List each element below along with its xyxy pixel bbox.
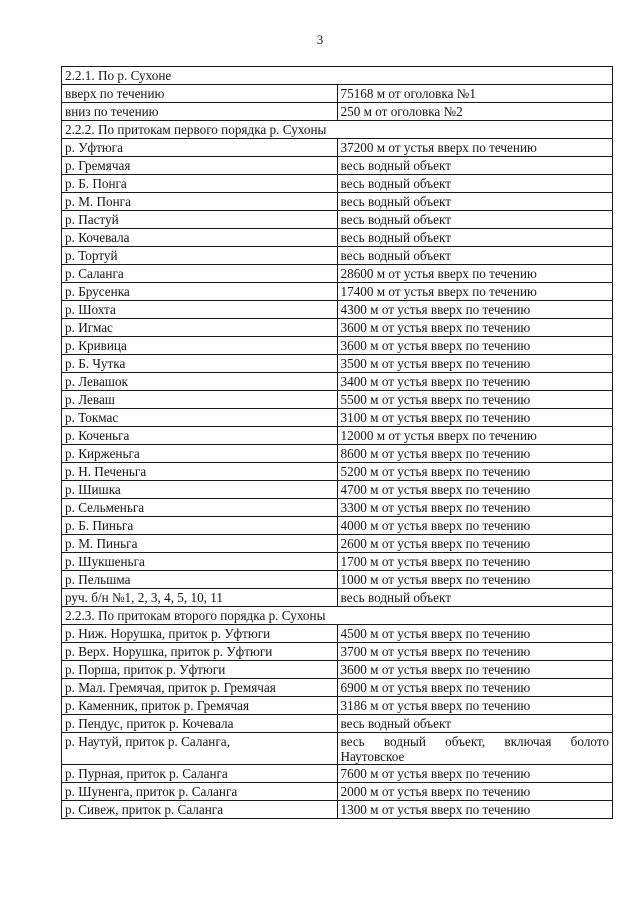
table-row: [62, 445, 613, 463]
water-object-name: р. Порша, приток р. Уфтюги: [62, 661, 338, 679]
water-object-extent: 1000 м от устья вверх по течению: [337, 571, 613, 589]
table-row: [62, 175, 613, 193]
water-object-extent: 4300 м от устья вверх по течению: [337, 301, 613, 319]
water-object-name: р. Тортуй: [62, 247, 338, 265]
table-row: [62, 801, 613, 819]
water-object-name: р. Брусенка: [62, 283, 338, 301]
page-number: 3: [316, 32, 324, 47]
water-object-extent: 7600 м от устья вверх по течению: [337, 765, 613, 783]
water-object-name: р. Сивеж, приток р. Саланга: [62, 801, 338, 819]
table-row: [62, 715, 613, 733]
table-row: [62, 481, 613, 499]
section-header-row: [62, 121, 613, 139]
water-object-name: р. Каменник, приток р. Гремячая: [62, 697, 338, 715]
water-object-extent: 3400 м от устья вверх по течению: [337, 373, 613, 391]
water-object-name: р. Левашок: [62, 373, 338, 391]
water-object-extent: 4500 м от устья вверх по течению: [337, 625, 613, 643]
water-object-name: р. Игмас: [62, 319, 338, 337]
water-object-extent: 4000 м от устья вверх по течению: [337, 517, 613, 535]
water-object-name: р. Пендус, приток р. Кочевала: [62, 715, 338, 733]
section-title: 2.2.2. По притокам первого порядка р. Сухоны: [62, 121, 613, 139]
water-object-extent: 3100 м от устья вверх по течению: [337, 409, 613, 427]
water-object-extent: 3186 м от устья вверх по течению: [337, 697, 613, 715]
water-object-extent: 3500 м от устья вверх по течению: [337, 355, 613, 373]
section-header-row: [62, 67, 613, 85]
water-object-extent: весь водный объект: [337, 229, 613, 247]
water-object-extent: 28600 м от устья вверх по течению: [337, 265, 613, 283]
table-row: [62, 319, 613, 337]
water-object-name: р. Б. Пиньга: [62, 517, 338, 535]
water-object-extent: весь водный объект, включая болото Наутовское: [337, 733, 613, 765]
water-object-extent: 75168 м от оголовка №1: [337, 85, 613, 103]
water-object-extent: 37200 м от устья вверх по течению: [337, 139, 613, 157]
table-row: [62, 247, 613, 265]
water-object-extent: весь водный объект: [337, 247, 613, 265]
water-object-name: р. Кривица: [62, 337, 338, 355]
table-row: [62, 661, 613, 679]
water-object-extent: 3700 м от устья вверх по течению: [337, 643, 613, 661]
water-object-extent: 6900 м от устья вверх по течению: [337, 679, 613, 697]
section-title: 2.2.3. По притокам второго порядка р. Сухоны: [62, 607, 613, 625]
table-row: [62, 765, 613, 783]
water-object-name: р. Н. Печеньга: [62, 463, 338, 481]
table-row: [62, 783, 613, 801]
water-object-name: р. Ниж. Норушка, приток р. Уфтюги: [62, 625, 338, 643]
water-object-extent: 250 м от оголовка №2: [337, 103, 613, 121]
water-object-name: р. Токмас: [62, 409, 338, 427]
table-row: [62, 625, 613, 643]
table-row: [62, 139, 613, 157]
water-object-extent: 1300 м от устья вверх по течению: [337, 801, 613, 819]
water-object-name: р. Мал. Гремячая, приток р. Гремячая: [62, 679, 338, 697]
table-row: [62, 265, 613, 283]
water-objects-table: [61, 66, 613, 819]
table-row: [62, 733, 613, 765]
water-object-name: р. Сельменьга: [62, 499, 338, 517]
water-object-name: р. Кочевала: [62, 229, 338, 247]
water-object-name: руч. б/н №1, 2, 3, 4, 5, 10, 11: [62, 589, 338, 607]
water-object-name: р. Шохта: [62, 301, 338, 319]
water-object-name: р. Б. Понга: [62, 175, 338, 193]
water-object-name: р. Саланга: [62, 265, 338, 283]
water-object-name: р. Шукшеньга: [62, 553, 338, 571]
table-row: [62, 409, 613, 427]
water-object-extent: 2600 м от устья вверх по течению: [337, 535, 613, 553]
water-object-name: р. Пурная, приток р. Саланга: [62, 765, 338, 783]
table-row: [62, 229, 613, 247]
table-row: [62, 643, 613, 661]
water-object-extent: 4700 м от устья вверх по течению: [337, 481, 613, 499]
water-object-extent: 12000 м от устья вверх по течению: [337, 427, 613, 445]
table-row: [62, 553, 613, 571]
table-row: [62, 697, 613, 715]
water-object-extent: 8600 м от устья вверх по течению: [337, 445, 613, 463]
water-object-name: р. М. Понга: [62, 193, 338, 211]
water-object-name: вниз по течению: [62, 103, 338, 121]
water-object-name: р. Шишка: [62, 481, 338, 499]
section-header-row: [62, 607, 613, 625]
table-body: [62, 67, 613, 819]
water-object-extent: 5200 м от устья вверх по течению: [337, 463, 613, 481]
water-object-extent: 1700 м от устья вверх по течению: [337, 553, 613, 571]
table-row: [62, 85, 613, 103]
water-object-name: р. М. Пиньга: [62, 535, 338, 553]
water-object-name: р. Леваш: [62, 391, 338, 409]
water-object-extent: 3600 м от устья вверх по течению: [337, 661, 613, 679]
water-object-extent: 3300 м от устья вверх по течению: [337, 499, 613, 517]
table-row: [62, 463, 613, 481]
water-object-name: вверх по течению: [62, 85, 338, 103]
section-title: 2.2.1. По р. Сухоне: [62, 67, 613, 85]
water-object-name: р. Наутуй, приток р. Саланга,: [62, 733, 338, 765]
water-object-extent: весь водный объект: [337, 715, 613, 733]
water-object-name: р. Верх. Норушка, приток р. Уфтюги: [62, 643, 338, 661]
water-object-extent: весь водный объект: [337, 157, 613, 175]
table-row: [62, 211, 613, 229]
table-row: [62, 373, 613, 391]
table-row: [62, 157, 613, 175]
table-row: [62, 355, 613, 373]
table-row: [62, 499, 613, 517]
table-row: [62, 589, 613, 607]
water-object-extent: весь водный объект: [337, 193, 613, 211]
water-object-extent: 17400 м от устья вверх по течению: [337, 283, 613, 301]
water-object-extent: весь водный объект: [337, 211, 613, 229]
table-row: [62, 103, 613, 121]
table-row: [62, 283, 613, 301]
table-row: [62, 535, 613, 553]
water-object-name: р. Уфтюга: [62, 139, 338, 157]
water-object-extent: 5500 м от устья вверх по течению: [337, 391, 613, 409]
water-object-name: р. Гремячая: [62, 157, 338, 175]
water-object-extent: весь водный объект: [337, 175, 613, 193]
table-row: [62, 571, 613, 589]
table-row: [62, 391, 613, 409]
water-object-name: р. Пастуй: [62, 211, 338, 229]
water-object-name: р. Коченьга: [62, 427, 338, 445]
table-row: [62, 301, 613, 319]
water-object-name: р. Б. Чутка: [62, 355, 338, 373]
table-row: [62, 517, 613, 535]
water-object-extent: весь водный объект: [337, 589, 613, 607]
water-object-name: р. Кирженьга: [62, 445, 338, 463]
table-row: [62, 193, 613, 211]
water-object-extent: 3600 м от устья вверх по течению: [337, 337, 613, 355]
water-object-extent: 2000 м от устья вверх по течению: [337, 783, 613, 801]
water-object-name: р. Шуненга, приток р. Саланга: [62, 783, 338, 801]
water-object-name: р. Пельшма: [62, 571, 338, 589]
water-object-extent: 3600 м от устья вверх по течению: [337, 319, 613, 337]
table-row: [62, 337, 613, 355]
table-row: [62, 427, 613, 445]
table-row: [62, 679, 613, 697]
